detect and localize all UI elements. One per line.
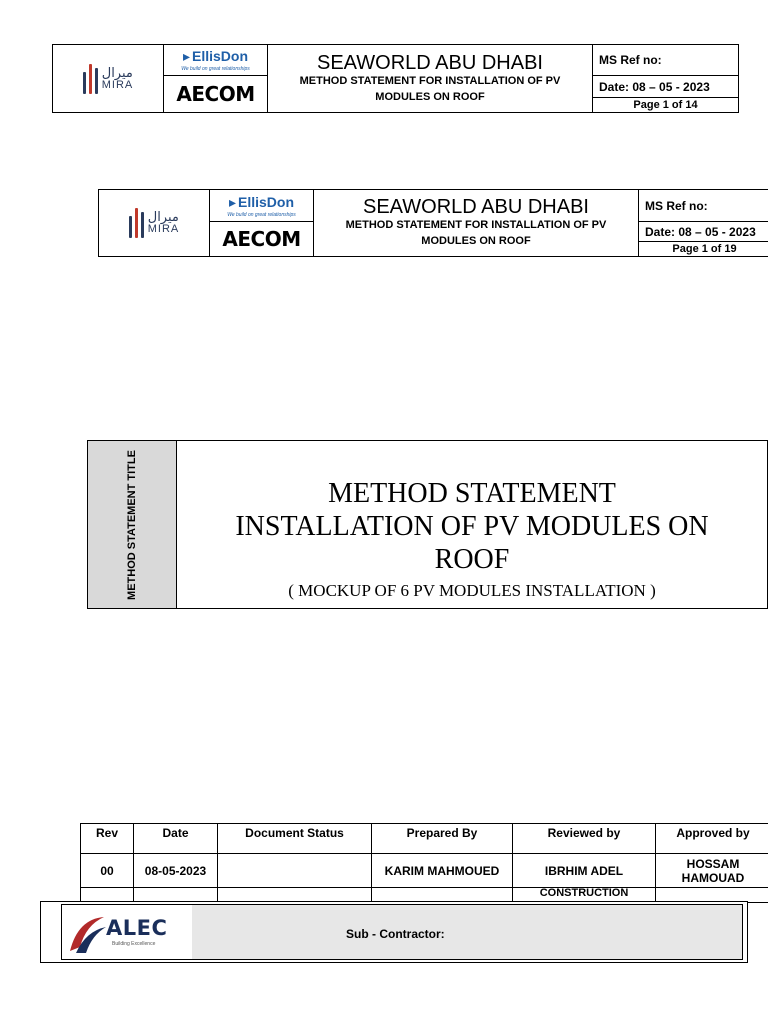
date-cell	[639, 222, 768, 242]
date-cell	[593, 76, 739, 98]
title-line-2: INSTALLATION OF PV MODULES ON	[235, 511, 709, 542]
cell-rev: 00	[81, 854, 134, 888]
cell-approved-by: HOSSAM HAMOUAD	[656, 854, 768, 888]
footer-inner	[61, 904, 743, 960]
ellisdon-tagline: We build on great relationships	[181, 66, 250, 72]
page-number: Page 1 of 19	[672, 243, 737, 255]
cell-prepared-by: KARIM MAHMOUED	[372, 854, 513, 888]
alec-logo	[62, 905, 193, 959]
header-prepared-by: Prepared By	[372, 824, 513, 854]
header-table-1	[52, 44, 739, 113]
alec-name: ALEC	[106, 916, 168, 940]
project-title-cell	[314, 190, 639, 257]
page-cell	[639, 242, 768, 257]
header-reviewed-by: Reviewed by	[513, 824, 656, 854]
statement-line-1: METHOD STATEMENT FOR INSTALLATION OF PV	[299, 74, 561, 87]
aecom-logo	[210, 222, 314, 257]
mira-arabic-text: ميرال	[101, 65, 133, 81]
statement-line-2: MODULES ON ROOF	[421, 235, 531, 247]
subcontractor-label: Sub - Contractor:	[346, 927, 445, 941]
header-table-2	[98, 189, 768, 257]
method-statement-title-box	[87, 440, 768, 609]
table-row	[81, 854, 768, 888]
page-number: Page 1 of 14	[633, 99, 698, 111]
mira-english-text: MIRA	[101, 78, 134, 91]
header-date: Date	[134, 824, 218, 854]
cell-reviewed-by: IBRHIM ADEL	[513, 854, 656, 888]
mira-arabic-text: ميرال	[147, 210, 179, 225]
revision-table	[80, 823, 768, 903]
cell-partial-text: CONSTRUCTION	[513, 888, 656, 903]
mira-logo	[99, 190, 210, 257]
alec-tagline: Building Excellence	[112, 941, 156, 947]
mira-bars-icon	[129, 208, 144, 238]
title-line-3: ROOF	[434, 544, 510, 575]
statement-line-2: MODULES ON ROOF	[375, 90, 485, 103]
project-title: SEAWORLD ABU DHABI	[363, 196, 589, 219]
title-side-panel	[88, 441, 177, 608]
mira-english-text: MIRA	[147, 223, 180, 235]
revision-header-row	[81, 824, 768, 854]
subcontractor-cell	[338, 905, 742, 959]
title-line-1: METHOD STATEMENT	[328, 478, 616, 509]
footer-box	[40, 901, 748, 963]
cell-document-status	[218, 854, 372, 888]
title-subtitle: ( MOCKUP OF 6 PV MODULES INSTALLATION )	[288, 581, 656, 600]
ms-ref-label: MS Ref no:	[599, 53, 662, 67]
title-main-panel	[177, 441, 767, 608]
ms-ref-cell	[639, 190, 768, 222]
ellisdon-tagline: We build on great relationships	[227, 211, 296, 218]
project-title-cell	[268, 45, 593, 113]
mira-bars-icon	[83, 64, 98, 94]
date-label: Date: 08 – 05 - 2023	[645, 224, 756, 239]
footer-blank-cell	[192, 905, 339, 959]
ms-ref-label: MS Ref no:	[645, 198, 708, 213]
title-side-label: METHOD STATEMENT TITLE	[126, 450, 138, 600]
mira-logo	[53, 45, 164, 113]
header-approved-by: Approved by	[656, 824, 768, 854]
alec-swoosh-icon	[64, 911, 108, 961]
ellisdon-name: EllisDon	[192, 48, 249, 64]
aecom-logo	[164, 76, 268, 113]
page-cell	[593, 98, 739, 113]
ellisdon-logo: ▸ EllisDon We build on great relationships	[210, 190, 314, 222]
project-title: SEAWORLD ABU DHABI	[317, 51, 543, 74]
aecom-name: AECOM	[222, 227, 301, 251]
date-label: Date: 08 – 05 - 2023	[599, 79, 710, 94]
header-rev: Rev	[81, 824, 134, 854]
aecom-name: AECOM	[176, 82, 255, 106]
ellisdon-name: EllisDon	[238, 193, 295, 210]
header-document-status: Document Status	[218, 824, 372, 854]
ms-ref-cell	[593, 45, 739, 76]
ellisdon-logo: ▸ EllisDon We build on great relationships	[164, 45, 268, 76]
statement-line-1: METHOD STATEMENT FOR INSTALLATION OF PV	[345, 219, 607, 232]
cell-date: 08-05-2023	[134, 854, 218, 888]
